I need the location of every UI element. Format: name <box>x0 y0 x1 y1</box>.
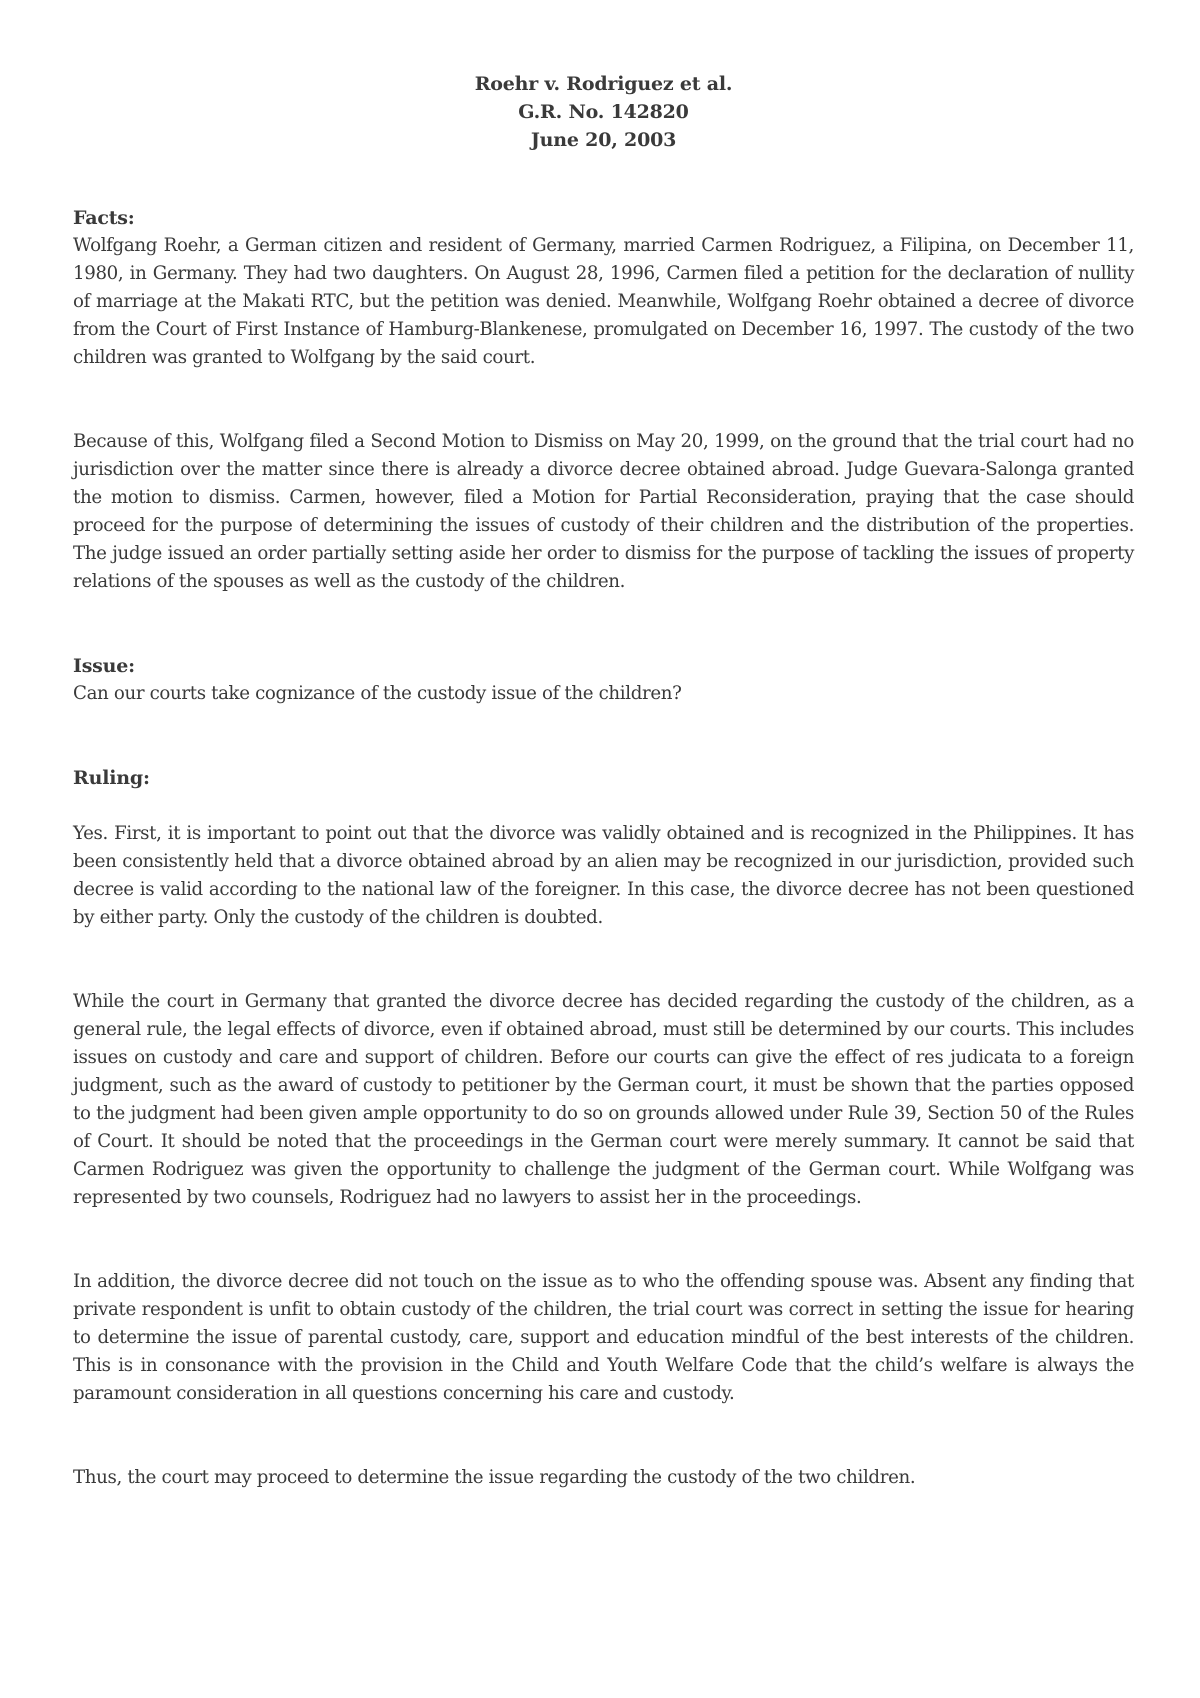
decision-date: June 20, 2003 <box>530 129 677 151</box>
case-header <box>73 70 1134 154</box>
case-title: Roehr v. Rodriguez et al. <box>474 73 733 95</box>
facts-paragraph-2: Because of this, Wolfgang filed a Second Motion to Dismiss on May 20, 1999, on the ground that the trial court had no jurisdiction over the matter since there is already a divorce decree obtained abroad. Judge Guevara-Salonga granted the motion to dismiss. Carmen, however, filed a Motion for Partial Reconsideration, praying that the case should proceed for the purpose of determining the issues of custody of their children and the distribution of the properties. The judge issued an order partially setting aside her order to dismiss for the purpose of tackling the issues of property relations of the spouses as well as the custody of the children. <box>73 431 1134 592</box>
gr-number: G.R. No. 142820 <box>518 101 689 123</box>
facts-paragraph-1: Wolfgang Roehr, a German citizen and resident of Germany, married Carmen Rodriguez, a Filipina, on December 11, 1980, in Germany. They had two daughters. On August 28, 1996, Carmen filed a petition for the declaration of nullity of marriage at the Makati RTC, but the petition was denied. Meanwhile, Wolfgang Roehr obtained a decree of divorce from the Court of First Instance of Hamburg-Blankenese, promulgated on December 16, 1997. The custody of the two children was granted to Wolfgang by the said court. <box>73 235 1134 368</box>
ruling-paragraph-1: Yes. First, it is important to point out that the divorce was validly obtained and is recognized in the Philippines. It has been consistently held that a divorce obtained abroad by an alien may be recognized in our jurisdiction, provided such decree is valid according to the national law of the foreigner. In this case, the divorce decree has not been questioned by either party. Only the custody of the children is doubted. <box>73 823 1134 928</box>
ruling-paragraph-2: While the court in Germany that granted the divorce decree has decided regarding the custody of the children, as a general rule, the legal effects of divorce, even if obtained abroad, must still be determined by our courts. This includes issues on custody and care and support of children. Before our courts can give the effect of res judicata to a foreign judgment, such as the award of custody to petitioner by the German court, it must be shown that the parties opposed to the judgment had been given ample opportunity to do so on grounds allowed under Rule 39, Section 50 of the Rules of Court. It should be noted that the proceedings in the German court were merely summary. It cannot be said that Carmen Rodriguez was given the opportunity to challenge the judgment of the German court. While Wolfgang was represented by two counsels, Rodriguez had no lawyers to assist her in the proceedings. <box>73 991 1134 1208</box>
facts-heading: Facts: <box>73 207 135 229</box>
ruling-paragraph-3: In addition, the divorce decree did not touch on the issue as to who the offending spouse was. Absent any finding that private respondent is unfit to obtain custody of the children, the trial court was correct in setting the issue for hearing to determine the issue of parental custody, care, support and education mindful of the best interests of the children. This is in consonance with the provision in the Child and Youth Welfare Code that the child’s welfare is always the paramount consideration in all questions concerning his care and custody. <box>73 1271 1134 1404</box>
ruling-heading: Ruling: <box>73 767 150 789</box>
issue-heading: Issue: <box>73 655 135 677</box>
issue-question: Can our courts take cognizance of the custody issue of the children? <box>73 683 682 704</box>
ruling-conclusion: Thus, the court may proceed to determine the issue regarding the custody of the two children. <box>73 1467 916 1488</box>
